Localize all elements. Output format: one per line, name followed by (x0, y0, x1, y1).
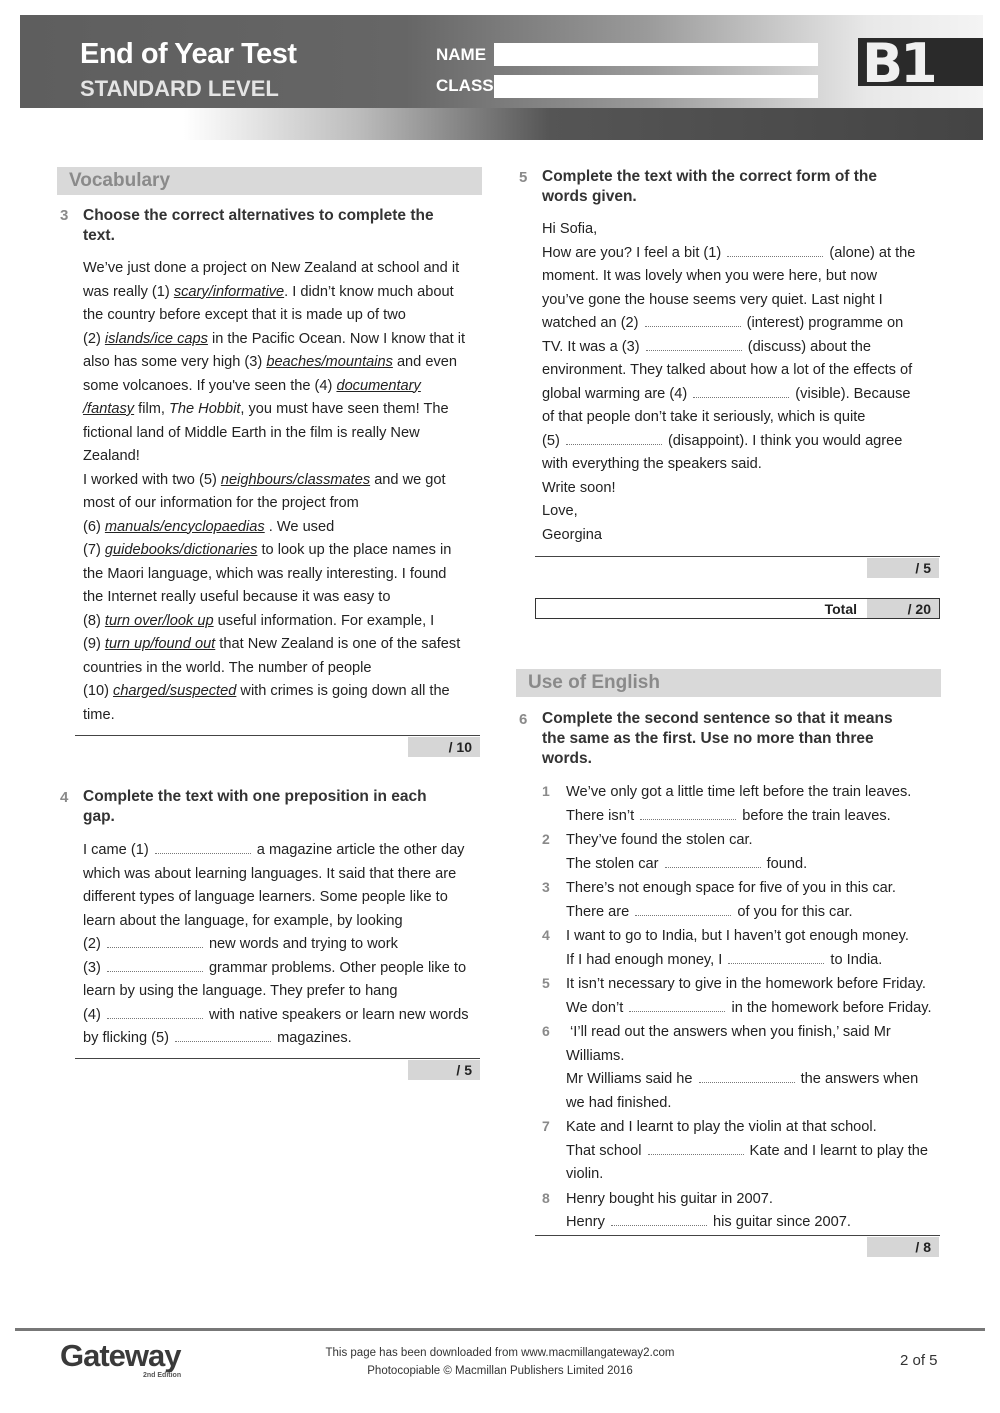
item-line (542, 1211, 932, 1235)
text-segment: (7) (83, 542, 105, 558)
item-text (566, 976, 926, 992)
text-segment: countries in the world. The number of people (83, 659, 372, 676)
heading-line: words. (542, 750, 592, 767)
alternatives: scary/informative (173, 283, 285, 300)
text-segment: violin. (566, 1166, 604, 1182)
text-line (83, 886, 469, 910)
text-segment: useful information. For example, I (213, 612, 435, 629)
item-text (566, 1095, 671, 1111)
text-line (542, 359, 915, 383)
text-segment: environment. They talked about how a lot of the effects of (542, 362, 913, 378)
class-label: CLASS (436, 76, 494, 95)
answer-gap (699, 1072, 795, 1083)
text-line (83, 281, 465, 305)
answer-gap (629, 1001, 725, 1012)
level-badge-text: B1 (862, 32, 935, 95)
text-segment: Write soon! (542, 479, 616, 496)
item-line (542, 1068, 932, 1092)
text-line (83, 586, 465, 610)
item-line (542, 949, 932, 973)
answer-gap (107, 937, 203, 948)
page-number: 2 of 5 (900, 1352, 938, 1369)
text-segment: (2) (83, 936, 105, 952)
text-segment: learn about the language, for example, by looking (83, 912, 403, 929)
text-segment: which was about learning languages. It said that there are (83, 865, 457, 882)
text-segment: We’ve only got a little time left before the train leaves. (566, 784, 912, 800)
question-heading (83, 787, 427, 827)
item-number: 1 (542, 783, 550, 799)
answer-gap (693, 387, 789, 398)
alternatives: manuals/encyclopaedias (104, 518, 265, 535)
score-box: / 5 (867, 558, 939, 578)
text-segment: (5) (542, 432, 564, 449)
item-number: 7 (542, 1118, 550, 1134)
total-box (535, 598, 940, 619)
text-segment: the country before except that it is made up of two (83, 307, 406, 323)
score-box: / 10 (408, 737, 480, 757)
question-heading (542, 167, 877, 207)
text-segment: also has some very high (3) (83, 354, 267, 370)
section-vocabulary: Vocabulary (57, 167, 482, 195)
edition-label: 2nd Edition (143, 1372, 182, 1379)
text-segment: some volcanoes. If you've seen the (4) (83, 377, 337, 394)
text-line (83, 633, 465, 657)
item-number: 2 (542, 831, 550, 847)
text-segment: found. (762, 855, 808, 872)
item-text (566, 1071, 918, 1087)
heading-line: Choose the correct alternatives to complete the (83, 207, 434, 224)
text-segment: Kate and I learnt to play the (745, 1142, 929, 1159)
alternatives: /fantasy (83, 401, 135, 417)
text-segment: Williams. (566, 1047, 625, 1064)
text-segment: TV. It was a (3) (542, 338, 644, 355)
name-field[interactable] (494, 43, 818, 66)
item-text (566, 952, 882, 968)
text-line (542, 218, 915, 242)
text-segment: with everything the speakers said. (542, 456, 762, 472)
score-box: / 5 (408, 1060, 480, 1080)
text-segment: There are (566, 903, 634, 920)
text-line (83, 933, 469, 957)
heading-line: the same as the first. Use no more than three (542, 730, 874, 747)
question-number: 4 (60, 789, 69, 806)
item-line (542, 901, 932, 925)
question-number: 6 (519, 711, 528, 728)
gateway-logo: Gateway (60, 1338, 181, 1373)
text-segment: Love, (542, 503, 578, 519)
text-line (83, 1027, 469, 1051)
item-text (566, 928, 909, 944)
question-heading (83, 206, 434, 246)
text-segment: (discuss) about the (743, 338, 872, 355)
text-segment: (8) (83, 612, 105, 629)
text-line (542, 453, 915, 477)
item-line (542, 1187, 932, 1212)
text-segment: (alone) at the (825, 244, 916, 261)
item-line (542, 997, 932, 1021)
item-number: 5 (542, 975, 550, 991)
answer-gap (646, 340, 742, 351)
question-number: 3 (60, 207, 69, 224)
text-segment: If I had enough money, I (566, 951, 727, 968)
item-line (542, 924, 932, 949)
text-line (83, 657, 465, 681)
exercise-4-text (83, 839, 469, 1051)
answer-gap (107, 961, 203, 972)
text-segment: in the homework before Friday. (727, 999, 932, 1016)
text-segment: was really (1) (83, 283, 174, 300)
footer-copyright: Photocopiable © Macmillan Publishers Limited 2016 (367, 1365, 633, 1377)
text-line (542, 242, 915, 266)
item-text (566, 1024, 891, 1040)
text-segment: There isn’t (566, 807, 639, 824)
heading-line: Complete the second sentence so that it means (542, 710, 893, 727)
text-segment: the Internet really useful because it was easy to (83, 589, 391, 605)
item-text (566, 1143, 928, 1159)
divider (75, 1058, 480, 1059)
alternatives: guidebooks/dictionaries (104, 542, 258, 558)
text-line (542, 265, 915, 289)
text-segment: magazines. (273, 1030, 352, 1046)
text-segment: and we got (370, 471, 446, 488)
text-segment: There’s not enough space for five of you in this car. (566, 880, 896, 896)
text-line (83, 445, 465, 469)
answer-gap (648, 1144, 744, 1155)
divider (535, 556, 940, 557)
level-badge (858, 32, 983, 95)
class-field[interactable] (494, 75, 818, 98)
text-segment: Georgina (542, 526, 603, 543)
item-text (566, 1191, 773, 1207)
exercise-6-items (542, 780, 932, 1235)
item-text (566, 856, 807, 872)
text-segment: that New Zealand is one of the safest (215, 636, 461, 652)
text-segment: new words and trying to work (204, 936, 398, 952)
text-segment: I worked with two (5) (83, 471, 221, 488)
item-line (542, 1115, 932, 1140)
text-segment: you’ve gone the house seems very quiet. Last night I (542, 291, 883, 308)
item-line (542, 853, 932, 877)
answer-gap (175, 1031, 271, 1042)
text-segment: to look up the place names in (257, 542, 452, 558)
answer-gap (727, 246, 823, 257)
question-number: 5 (519, 169, 528, 186)
heading-line: Complete the text with one preposition in each (83, 788, 427, 805)
text-segment: Mr Williams said he (566, 1071, 697, 1087)
item-number: 4 (542, 927, 550, 943)
text-line (83, 375, 465, 399)
score-box: / 8 (867, 1237, 939, 1257)
text-line (542, 312, 915, 336)
text-line (542, 500, 915, 524)
text-segment: We’ve just done a project on New Zealand at school and it (83, 260, 460, 276)
item-text (566, 1048, 624, 1064)
text-segment: in the Pacific Ocean. Now I know that it (207, 330, 466, 347)
alternatives: neighbours/classmates (220, 471, 371, 488)
item-number: 3 (542, 879, 550, 895)
text-segment: watched an (2) (542, 315, 643, 331)
item-line (542, 1092, 932, 1116)
text-segment: (9) (83, 636, 105, 652)
text-segment: ‘I’ll read out the answers when you finish,’ said Mr (566, 1024, 891, 1040)
answer-gap (566, 434, 662, 445)
text-line (83, 957, 469, 981)
exercise-3-text (83, 257, 465, 727)
text-segment: (3) (83, 959, 105, 976)
item-text (566, 880, 896, 896)
text-line (83, 516, 465, 540)
text-segment: fictional land of Middle Earth in the film is really New (83, 424, 420, 441)
text-segment: The stolen car (566, 855, 663, 872)
item-line (542, 1020, 932, 1045)
text-segment: his guitar since 2007. (708, 1214, 851, 1230)
text-segment: (6) (83, 518, 105, 535)
answer-gap (640, 809, 736, 820)
text-segment: That school (566, 1142, 646, 1159)
text-segment: and even (392, 354, 457, 370)
footer-download-text: This page has been downloaded from www.macmillangateway2.com (325, 1347, 675, 1359)
text-line (542, 383, 915, 407)
heading-line: words given. (542, 188, 637, 205)
alternatives: turn over/look up (104, 612, 214, 629)
text-segment: Henry (566, 1214, 609, 1230)
item-text (566, 1214, 851, 1230)
divider (535, 1235, 940, 1236)
alternatives: documentary (336, 377, 421, 394)
text-line (83, 492, 465, 516)
text-segment: of that people don’t take it seriously, which is quite (542, 409, 866, 425)
item-line (542, 876, 932, 901)
text-segment: film, (134, 401, 169, 417)
text-line (83, 328, 465, 352)
item-number: 6 (542, 1023, 550, 1039)
test-title: End of Year Test (80, 38, 297, 70)
text-line (83, 257, 465, 281)
question-heading (542, 709, 893, 769)
text-line (542, 289, 915, 313)
item-line (542, 1140, 932, 1164)
text-segment: I came (1) (83, 842, 153, 858)
text-segment: It isn’t necessary to give in the homework before Friday. (566, 976, 926, 992)
text-line (542, 524, 915, 548)
exercise-5-text (542, 218, 915, 547)
text-segment: , you must have seen them! The (240, 401, 449, 417)
text-segment: . We used (264, 518, 335, 535)
item-number: 8 (542, 1189, 550, 1206)
footer-divider (15, 1328, 985, 1331)
text-segment: to India. (826, 951, 883, 968)
item-text (566, 904, 853, 920)
text-segment: the Maori language, which was really interesting. I found (83, 565, 447, 582)
text-segment: Henry bought his guitar in 2007. (566, 1190, 773, 1207)
text-line (83, 863, 469, 887)
item-line (542, 1163, 932, 1187)
answer-gap (728, 953, 824, 964)
text-segment: How are you? I feel a bit (1) (542, 244, 726, 261)
text-segment: (visible). Because (791, 385, 911, 402)
text-line (83, 469, 465, 493)
heading-line: gap. (83, 808, 115, 825)
film-title: The Hobbit (168, 401, 241, 417)
text-segment: Kate and I learnt to play the violin at that school. (566, 1119, 877, 1135)
total-score: / 20 (867, 599, 939, 618)
text-segment: (2) (83, 330, 105, 347)
item-text (566, 1119, 877, 1135)
text-segment: They’ve found the stolen car. (566, 832, 753, 848)
item-line (542, 1045, 932, 1069)
item-line (542, 805, 932, 829)
text-segment: (disappoint). I think you would agree (663, 432, 903, 449)
alternatives: islands/ice caps (104, 330, 208, 347)
text-line (542, 430, 915, 454)
alternatives: charged/suspected (113, 683, 237, 699)
item-text (566, 784, 911, 800)
text-segment: global warming are (4) (542, 385, 692, 402)
text-segment: time. (83, 706, 115, 723)
text-line (83, 610, 465, 634)
item-line (542, 972, 932, 997)
text-segment: of you for this car. (733, 903, 853, 920)
item-text (566, 832, 753, 848)
item-line (542, 780, 932, 805)
text-segment: learn by using the language. They prefer to hang (83, 983, 398, 999)
text-segment: I want to go to India, but I haven’t got enough money. (566, 928, 909, 944)
text-segment: with native speakers or learn new words (204, 1006, 469, 1023)
text-line (83, 422, 465, 446)
text-segment: different types of language learners. Some people like to (83, 889, 448, 905)
answer-gap (107, 1008, 203, 1019)
item-text (566, 1000, 932, 1016)
text-line (83, 398, 465, 422)
text-line (83, 539, 465, 563)
text-segment: Zealand! (83, 448, 140, 464)
text-segment: We don’t (566, 999, 628, 1016)
text-line (542, 477, 915, 501)
text-segment: Hi Sofia, (542, 221, 598, 237)
answer-gap (611, 1215, 707, 1226)
text-line (83, 1004, 469, 1028)
text-line (542, 406, 915, 430)
answer-gap (635, 905, 731, 916)
heading-line: text. (83, 227, 115, 244)
text-segment: the answers when (796, 1071, 919, 1087)
answer-gap (665, 857, 761, 868)
text-segment: (interest) programme on (742, 315, 904, 331)
alternatives: turn up/found out (104, 636, 216, 652)
text-segment: by flicking (5) (83, 1030, 174, 1046)
answer-gap (155, 843, 251, 854)
section-use-of-english: Use of English (516, 669, 941, 697)
text-line (83, 304, 465, 328)
text-line (83, 839, 469, 863)
answer-gap (645, 316, 741, 327)
text-segment: with crimes is going down all the (236, 683, 450, 699)
text-segment: moment. It was lovely when you were here, but now (542, 268, 878, 284)
text-line (83, 704, 465, 728)
heading-line: Complete the text with the correct form of the (542, 168, 878, 185)
total-label: Total (824, 601, 857, 617)
alternatives: beaches/mountains (266, 354, 393, 370)
text-segment: grammar problems. Other people like to (204, 959, 467, 976)
text-segment: a magazine article the other day (252, 842, 465, 858)
divider (75, 735, 480, 736)
text-line (542, 336, 915, 360)
text-segment: most of our information for the project from (83, 495, 359, 511)
header-strip (20, 108, 983, 140)
text-line (83, 563, 465, 587)
item-line (542, 828, 932, 853)
item-text (566, 808, 891, 824)
text-segment: (4) (83, 1006, 105, 1023)
text-line (83, 980, 469, 1004)
text-line (83, 351, 465, 375)
text-segment: (10) (83, 683, 114, 699)
text-segment: . I didn’t know much about (284, 283, 454, 300)
text-line (83, 680, 465, 704)
name-label: NAME (436, 45, 487, 64)
item-text (566, 1166, 603, 1182)
text-segment: we had finished. (566, 1094, 672, 1111)
text-line (83, 910, 469, 934)
test-level: STANDARD LEVEL (80, 76, 279, 101)
text-segment: before the train leaves. (738, 807, 891, 824)
